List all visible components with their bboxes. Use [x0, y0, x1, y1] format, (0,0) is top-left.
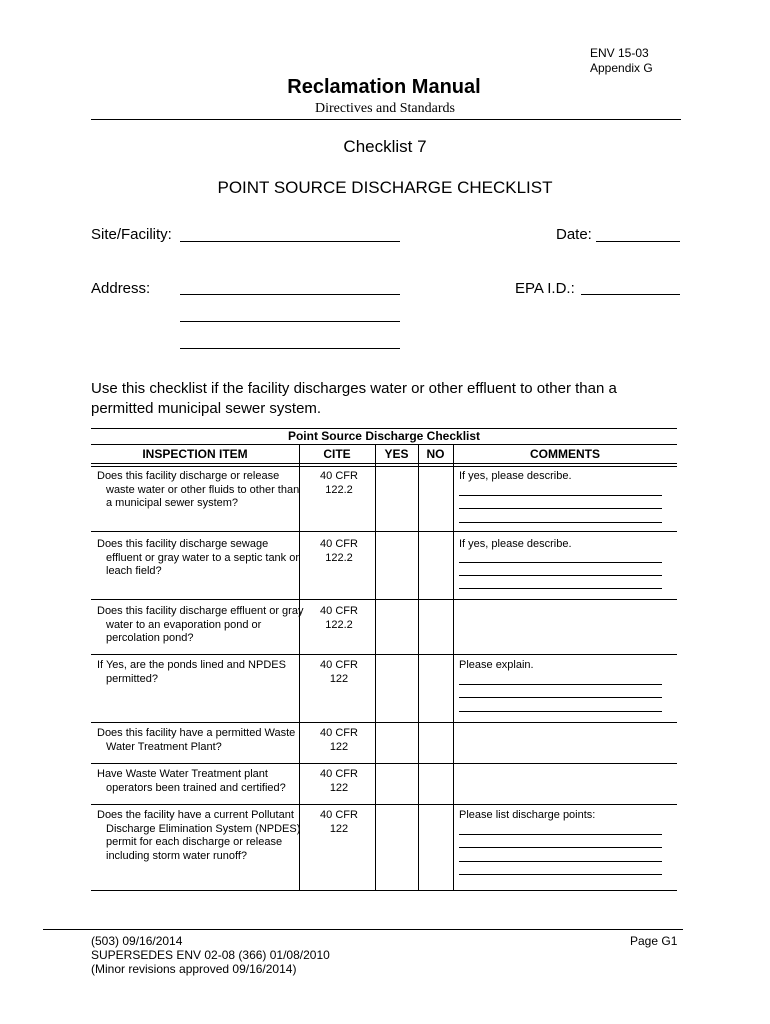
table-row-cite: 40 CFR 122 — [320, 727, 358, 753]
comment-line[interactable] — [459, 508, 662, 509]
table-row-item: Does this facility discharge or release waste water or other fluids to other than a municipal sewer system? — [97, 470, 300, 509]
comment-line[interactable] — [459, 834, 662, 835]
comment-line[interactable] — [459, 495, 662, 496]
date-label: Date: — [556, 226, 592, 243]
table-row-item: Does this facility discharge effluent or gray water to an evaporation pond or percolation pond? — [97, 605, 304, 644]
comment-line[interactable] — [459, 861, 662, 862]
table-row-item: Does the facility have a current Pollutant Discharge Elimination System (NPDES) permit for each discharge or release including storm water runoff? — [97, 809, 301, 862]
checklist-number: Checklist 7 — [343, 137, 427, 156]
comment-line[interactable] — [459, 684, 662, 685]
row-divider — [91, 763, 677, 764]
table-row-comment: Please list discharge points: — [459, 809, 596, 821]
footer-revisions: (Minor revisions approved 09/16/2014) — [91, 962, 297, 976]
date-field[interactable] — [596, 241, 680, 242]
epa-id-label: EPA I.D.: — [515, 280, 575, 297]
table-bottom-rule — [91, 890, 677, 891]
table-header-rule-double — [91, 466, 677, 467]
comment-line[interactable] — [459, 522, 662, 523]
appendix-label: Appendix G — [590, 61, 653, 75]
table-row-cite: 40 CFR 122.2 — [320, 538, 358, 564]
table-row-cite: 40 CFR 122 — [320, 659, 358, 685]
table-row-item: Have Waste Water Treatment plant operators been trained and certified? — [97, 768, 286, 794]
column-divider — [453, 444, 454, 890]
table-caption-rule — [91, 444, 677, 445]
column-divider — [418, 444, 419, 890]
address-label: Address: — [91, 280, 151, 297]
table-row-item: Does this facility discharge sewage effluent or gray water to a septic tank or leach field? — [97, 538, 300, 577]
comment-line[interactable] — [459, 697, 662, 698]
row-divider — [91, 654, 677, 655]
document-reference — [590, 46, 653, 76]
instructions-text: Use this checklist if the facility discharges water or other effluent to other than a permitted municipal sewer system. — [91, 380, 617, 417]
table-caption: Point Source Discharge Checklist — [287, 429, 481, 443]
footer-info — [91, 934, 330, 976]
table-row-item: If Yes, are the ponds lined and NPDES permitted? — [97, 659, 286, 685]
row-divider — [91, 531, 677, 532]
header-cite: CITE — [323, 447, 351, 461]
column-divider — [375, 444, 376, 890]
table-row-cite: 40 CFR 122 — [320, 809, 358, 835]
address-field-line-3[interactable] — [180, 348, 400, 349]
header-no: NO — [426, 447, 445, 461]
comment-line[interactable] — [459, 562, 662, 563]
row-divider — [91, 804, 677, 805]
table-row-comment: If yes, please describe. — [459, 538, 572, 550]
comment-line[interactable] — [459, 874, 662, 875]
table-row-item: Does this facility have a permitted Waste Water Treatment Plant? — [97, 727, 296, 753]
header-inspection-item: INSPECTION ITEM — [142, 447, 248, 461]
table-row-comment: Please explain. — [459, 659, 534, 671]
checklist-table — [91, 427, 677, 892]
manual-title: Reclamation Manual — [287, 76, 481, 98]
table-row-comment: If yes, please describe. — [459, 470, 572, 482]
address-field-line-1[interactable] — [180, 294, 400, 295]
header-comments: COMMENTS — [530, 447, 600, 461]
footer-release: (503) 09/16/2014 — [91, 934, 183, 948]
checklist-title: POINT SOURCE DISCHARGE CHECKLIST — [217, 178, 553, 197]
table-header-rule — [91, 463, 677, 464]
row-divider — [91, 599, 677, 600]
comment-line[interactable] — [459, 575, 662, 576]
site-facility-field[interactable] — [180, 241, 400, 242]
comment-line[interactable] — [459, 588, 662, 589]
table-row-cite: 40 CFR 122.2 — [320, 605, 358, 631]
site-facility-label: Site/Facility: — [91, 226, 172, 243]
header-divider — [91, 119, 681, 120]
manual-subtitle: Directives and Standards — [315, 101, 455, 116]
address-field-line-2[interactable] — [180, 321, 400, 322]
header-yes: YES — [384, 447, 409, 461]
footer-supersedes: SUPERSEDES ENV 02-08 (366) 01/08/2010 — [91, 948, 330, 962]
footer-divider — [43, 929, 683, 930]
doc-id: ENV 15-03 — [590, 46, 649, 60]
epa-id-field[interactable] — [581, 294, 680, 295]
table-row-cite: 40 CFR 122 — [320, 768, 358, 794]
row-divider — [91, 722, 677, 723]
table-row-cite: 40 CFR 122.2 — [320, 470, 358, 496]
comment-line[interactable] — [459, 847, 662, 848]
page-number: Page G1 — [630, 934, 678, 948]
table-top-rule — [91, 428, 677, 429]
comment-line[interactable] — [459, 711, 662, 712]
